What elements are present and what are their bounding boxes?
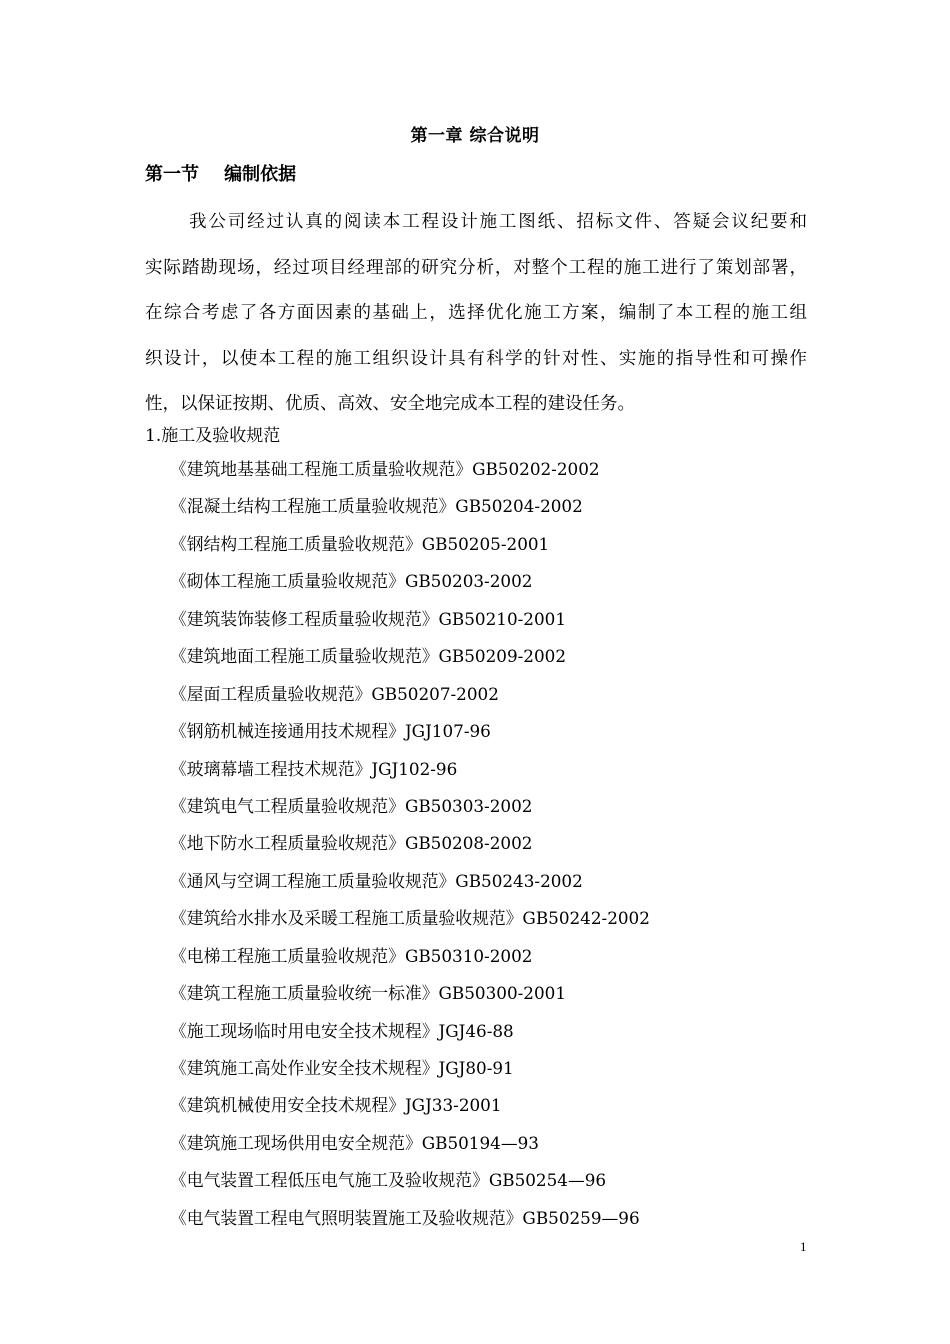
standard-item: 《混凝土结构工程施工质量验收规范》GB50204-2002 bbox=[170, 496, 583, 517]
standard-item: 《电气装置工程低压电气施工及验收规范》GB50254—96 bbox=[170, 1170, 607, 1191]
list-heading: 1.施工及验收规范 bbox=[145, 426, 281, 446]
standard-item: 《施工现场临时用电安全技术规程》JGJ46-88 bbox=[170, 1020, 514, 1041]
standard-item: 《建筑电气工程质量验收规范》GB50303-2002 bbox=[170, 795, 533, 816]
standard-item: 《电梯工程施工质量验收规范》GB50310-2002 bbox=[170, 945, 533, 966]
paragraph-line: 实际踏勘现场，经过项目经理部的研究分析，对整个工程的施工进行了策划部署， bbox=[145, 257, 807, 278]
paragraph-line: 织设计，以使本工程的施工组织设计具有科学的针对性、实施的指导性和可操作 bbox=[145, 348, 807, 369]
paragraph-line: 在综合考虑了各方面因素的基础上，选择优化施工方案，编制了本工程的施工组 bbox=[145, 303, 807, 324]
standard-item: 《建筑地基基础工程施工质量验收规范》GB50202-2002 bbox=[170, 459, 600, 479]
standard-item: 《玻璃幕墙工程技术规范》JGJ102-96 bbox=[170, 758, 458, 779]
standard-item: 《屋面工程质量验收规范》GB50207-2002 bbox=[170, 683, 499, 704]
standard-item: 《建筑工程施工质量验收统一标准》GB50300-2001 bbox=[170, 983, 566, 1004]
page-number: 1 bbox=[800, 1239, 807, 1254]
standard-item: 《建筑施工现场供用电安全规范》GB50194—93 bbox=[170, 1132, 539, 1153]
standard-item: 《建筑地面工程施工质量验收规范》GB50209-2002 bbox=[170, 646, 566, 667]
standard-item: 《电气装置工程电气照明装置施工及验收规范》GB50259—96 bbox=[170, 1207, 640, 1228]
standard-item: 《建筑给水排水及采暖工程施工质量验收规范》GB50242-2002 bbox=[170, 908, 650, 929]
standard-item: 《通风与空调工程施工质量验收规范》GB50243-2002 bbox=[170, 870, 583, 891]
standard-item: 《钢结构工程施工质量验收规范》GB50205-2001 bbox=[170, 533, 550, 554]
standard-item: 《砌体工程施工质量验收规范》GB50203-2002 bbox=[170, 571, 533, 592]
standard-item: 《钢筋机械连接通用技术规程》JGJ107-96 bbox=[170, 721, 491, 742]
standard-item: 《地下防水工程质量验收规范》GB50208-2002 bbox=[170, 833, 533, 854]
section-title: 第一节 编制依据 bbox=[145, 164, 297, 185]
paragraph-line: 我公司经过认真的阅读本工程设计施工图纸、招标文件、答疑会议纪要和 bbox=[189, 212, 807, 232]
intro-paragraph bbox=[145, 200, 807, 428]
standard-item: 《建筑施工高处作业安全技术规程》JGJ80-91 bbox=[170, 1058, 514, 1078]
standard-item: 《建筑装饰装修工程质量验收规范》GB50210-2001 bbox=[170, 608, 566, 629]
standard-item: 《建筑机械使用安全技术规程》JGJ33-2001 bbox=[170, 1095, 502, 1116]
chapter-title: 第一章 综合说明 bbox=[410, 126, 540, 146]
standards-list bbox=[170, 453, 650, 1239]
paragraph-line: 性，以保证按期、优质、高效、安全地完成本工程的建设任务。 bbox=[145, 394, 635, 415]
